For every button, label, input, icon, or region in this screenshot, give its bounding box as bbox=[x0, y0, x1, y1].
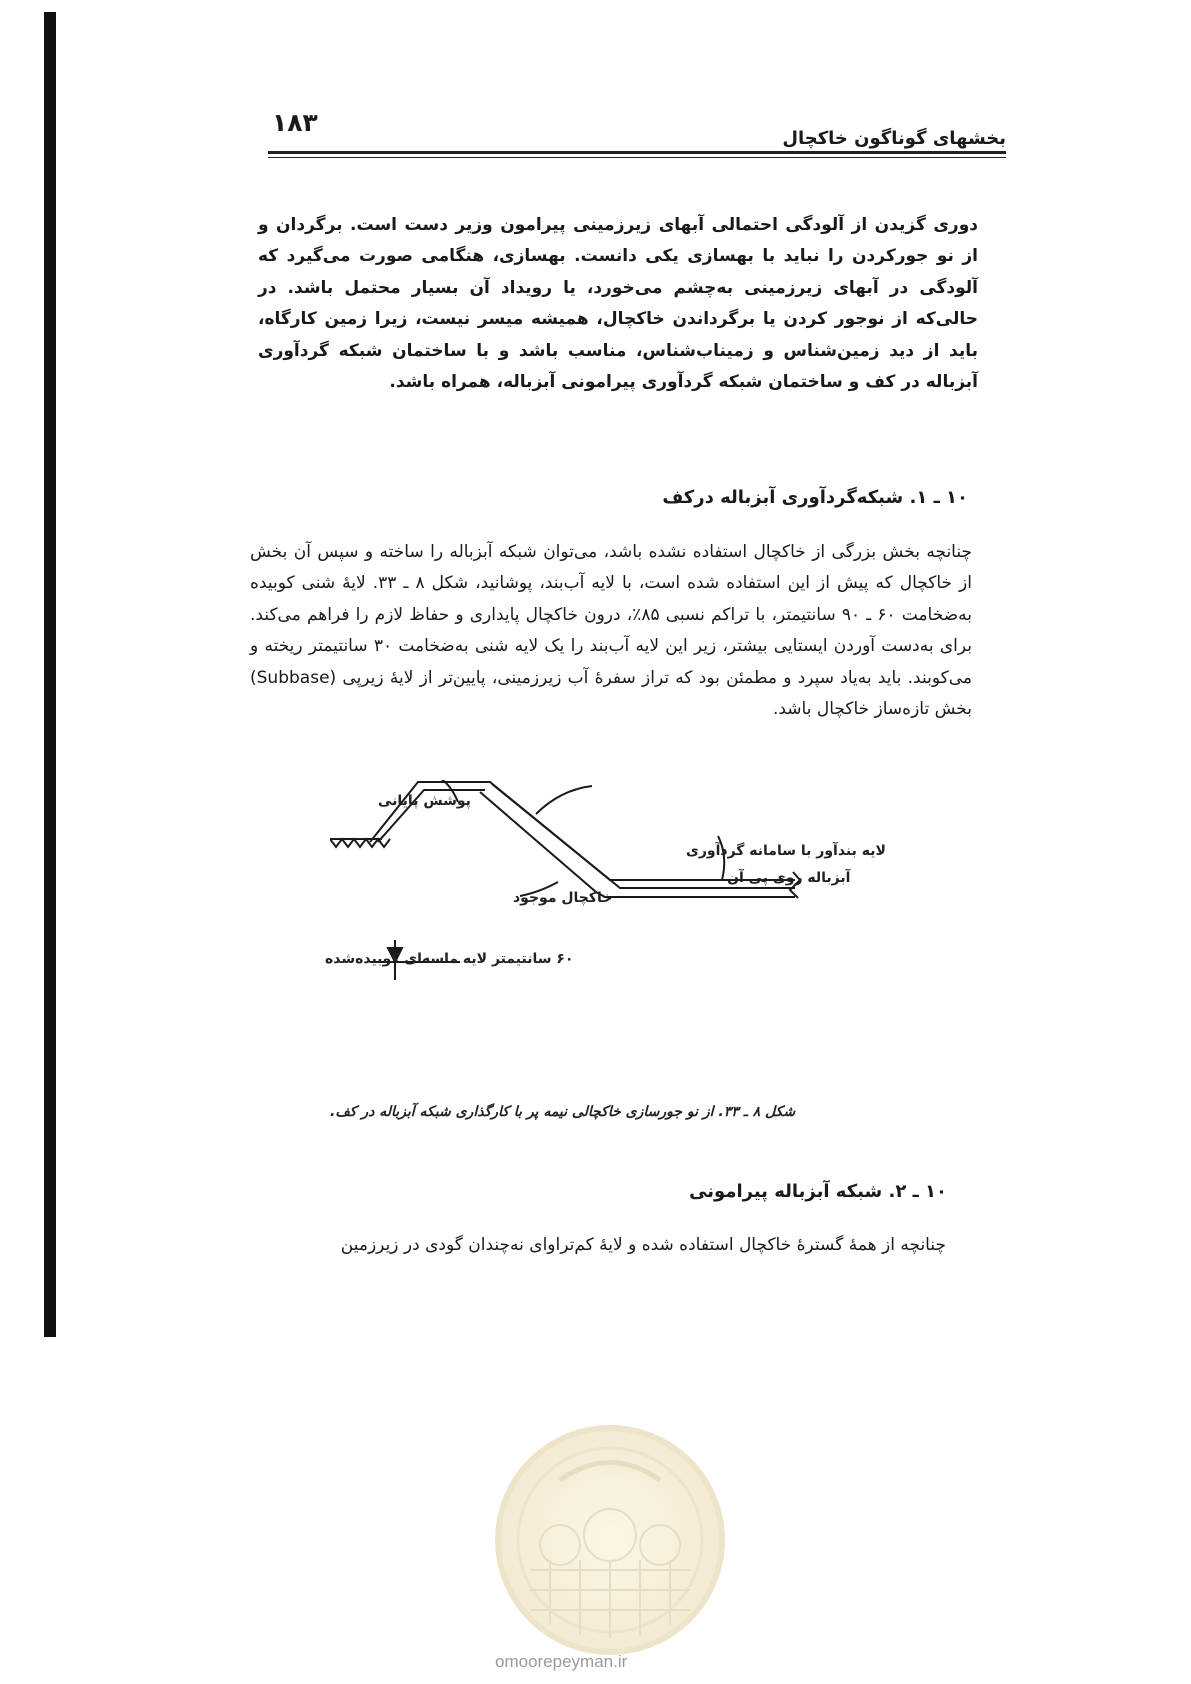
label-liner-line-2: آبزباله روی پی آن bbox=[727, 870, 851, 886]
label-sand-layer: ۶۰ سانتیمتر لایه ماسه‌ای کوبیده‌شده bbox=[325, 951, 574, 967]
watermark-seal-logo bbox=[490, 1420, 730, 1660]
header-rule-thick bbox=[268, 151, 1006, 154]
label-liner-line-1: لایه بندآور با سامانه گردآوری bbox=[686, 843, 886, 859]
section-heading-2: ۱۰ ـ ۲. شبکه آبزباله پیرامونی bbox=[689, 1181, 947, 1202]
running-head: بخشهای گوناگون خاکچال bbox=[782, 128, 1006, 149]
watermark-site-text: omoorepeyman.ir bbox=[495, 1652, 628, 1671]
landfill-cross-section-diagram bbox=[330, 780, 890, 1060]
section-heading-1: ۱۰ ـ ۱. شبکه‌گردآوری آبزباله درکف bbox=[662, 487, 968, 508]
scan-edge-bar bbox=[44, 12, 56, 1337]
leader-liner bbox=[536, 786, 592, 814]
label-existing-landfill: خاکچال موجود bbox=[513, 890, 613, 906]
figure-caption: شکل ۸ ـ ۳۳. از نو جورسازی خاکچالی نیمه پر با کارگذاری شبکه آبزباله در کف. bbox=[330, 1104, 796, 1120]
section-2-paragraph: چنانچه از همهٔ گسترهٔ خاکچال استفاده شده و لایهٔ کم‌تراوای نه‌چندان گودی در زیرزمین bbox=[340, 1235, 946, 1255]
label-top-cover: پوشش پایانی bbox=[378, 793, 471, 809]
page-number: ۱۸۳ bbox=[272, 108, 318, 137]
intro-paragraph: دوری گزیدن از آلودگی احتمالی آبهای زیرزمینی پیرامون وزیر دست است. برگردان و از نو جورکردن را نباید با بهسازی یکی دانست. بهسازی، هنگامی صورت می‌گیرد که آلودگی در آبهای زیرزمینی به‌چشم می‌خورد، یا رویداد آن بسیار محتمل باشد. در حالی‌که از نوجور کردن یا برگرداندن خاکچال، همیشه میسر نیست، زیرا زمین کارگاه، باید از دید زمین‌شناس و زمیناب‌شناس، مناسب باشد و با ساختمان شبکه گردآوری آبزباله در کف و ساختمان شبکه گردآوری پیرامونی آبزباله، همراه باشد. bbox=[258, 215, 978, 393]
ground-hatch bbox=[330, 839, 390, 847]
liner-upper-line bbox=[492, 784, 795, 880]
header-rule-thin bbox=[268, 157, 1006, 158]
section-1-paragraph: چنانچه بخش بزرگی از خاکچال استفاده نشده باشد، می‌توان شبکه آبزباله را ساخته و سپس آن بخش از خاکچال که پیش از این استفاده شده است، با لایه آب‌بند، پوشانید، شکل ۸ ـ ۳۳. لایهٔ شنی کوبیده به‌ضخامت ۶۰ ـ ۹۰ سانتیمتر، با تراکم نسبی ۸۵٪، درون خاکچال پایداری و حفاظ لازم را فراهم می‌کند. برای به‌دست آوردن ایستایی بیشتر، زیر این لایه آب‌بند را یک لایه شنی به‌ضخامت ۳۰ سانتیمتر ریخته و می‌کوبند. باید به‌یاد سپرد و مطمئن بود که تراز سفرهٔ آب زیرزمینی، پایین‌تر از لایهٔ زیرپی (Subbase) بخش تازه‌ساز خاکچال باشد. bbox=[250, 542, 972, 720]
